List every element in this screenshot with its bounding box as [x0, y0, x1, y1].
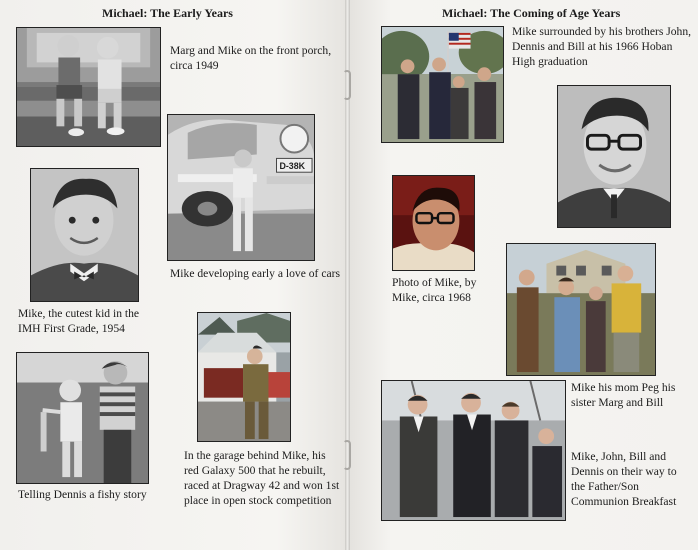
senior-portrait-photo: [557, 85, 671, 228]
family-caption: Mike his mom Peg his sister Marg and Bill: [571, 381, 676, 409]
staple-bottom: [343, 440, 351, 470]
self-photo-caption: Photo of Mike, by Mike, circa 1968: [392, 276, 477, 304]
fishy-story-caption: Telling Dennis a fishy story: [18, 488, 147, 501]
self-portrait-photo: [392, 175, 475, 271]
graduation-brothers-photo: [381, 26, 504, 143]
cars-caption: Mike developing early a love of cars: [170, 267, 340, 280]
garage-caption: In the garage behind Mike, his red Galaxy 500 that he rebuilt, raced at Dragway 42 and won 1st place in open stock competition: [184, 449, 340, 507]
porch-photo: [16, 27, 161, 147]
left-page-heading: Michael: The Early Years: [102, 6, 233, 20]
staple-top: [343, 70, 351, 100]
license-plate-text: D-38K: [279, 161, 306, 172]
first-grade-caption: Mike, the cutest kid in the IMH First Grade, 1954: [18, 307, 140, 335]
garage-photo: [197, 312, 291, 442]
family-photo: [506, 243, 656, 376]
first-grade-photo: [30, 168, 139, 302]
porch-caption: Marg and Mike on the front porch, circa 1949: [170, 44, 332, 72]
communion-photo: [381, 380, 566, 521]
brothers-caption: Mike surrounded by his brothers John, Dennis and Bill at his 1966 Hoban High graduation: [512, 25, 692, 68]
fishy-story-photo: [16, 352, 149, 484]
communion-caption: Mike, John, Bill and Dennis on their way to the Father/Son Communion Breakfast: [571, 450, 677, 508]
car-photo: [167, 114, 315, 261]
right-page-heading: Michael: The Coming of Age Years: [442, 6, 621, 20]
